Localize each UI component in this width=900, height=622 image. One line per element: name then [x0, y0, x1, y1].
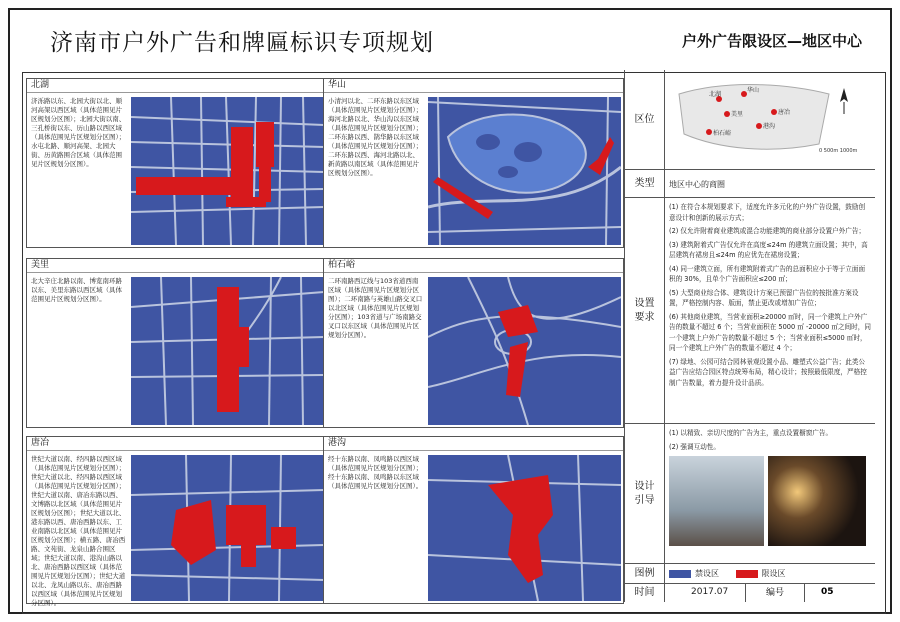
row-footer	[625, 584, 875, 602]
label-location: 区位	[625, 70, 665, 169]
map-beihu	[131, 97, 324, 245]
panel-title: 北湖	[27, 79, 326, 93]
requirement-item: (5) 大型商业综合体、建筑设计方案已预留广告位的按批准方案设置，严格控制内容、版面，禁止更改或增加广告位；	[669, 288, 859, 307]
label-time: 时间	[625, 584, 665, 602]
time-value: 2017.07	[691, 587, 729, 597]
row-location	[625, 70, 875, 170]
row-legend	[625, 564, 875, 584]
requirement-item: (1) 在符合本规划要求下，适度允许多元化的户外广告设置，鼓励创意设计和创新的展示方式；	[669, 203, 866, 222]
row-type	[625, 170, 875, 198]
guide-list	[669, 428, 871, 546]
panel-description: 北大辛庄北路以南、博览南环路以东、美里东路以西区域（具体范围见片区规划分区图）。	[31, 277, 122, 303]
info-table	[624, 70, 874, 602]
place-label: 柏石峪	[713, 130, 732, 137]
requirement-item: (4) 同一建筑立面，所有建筑附着式广告的总面积应小于等于立面面积的 30%，且单个广告面积应≤200 ㎡；	[669, 264, 866, 283]
requirement-item: (3) 建筑附着式广告仅允许在高度≤24m 的建筑立面设置；其中，高层建筑有裙房且≤24m 的应优先在裙房设置；	[669, 240, 868, 259]
legend-label: 限设区	[761, 569, 786, 578]
panel-title: 美里	[27, 259, 326, 273]
row-requirements	[625, 198, 875, 424]
panel-huashan	[323, 78, 624, 248]
panel-description: 小清河以北、二环东路以东区域（具体范围见片区规划分区图）；海河北路以北、华山沟以东区域（具体范围见片区规划分区图）；二环东路以西、鹊华路以东区域（具体范围见片区规划分区图）；二环东路以西、海河北路以北、新黄路以南区域（具体范围见片区规划分区图）。	[328, 97, 423, 177]
panel-description: 经十东路以南、凤鸣路以西区域（具体范围见片区规划分区图）；经十东路以南、凤鸣路以东区域（具体范围见片区规划分区图）。	[328, 455, 423, 490]
place-label: 唐冶	[778, 109, 791, 116]
legend-swatch-red	[736, 570, 758, 578]
header	[10, 10, 890, 68]
north-arrow-icon	[840, 88, 848, 114]
panel-ganggou	[323, 436, 624, 604]
panel-description: 济泺路以东、北园大街以北、顺河高架以西区域（具体范围见片区规划分区图）；北园大街以南、三孔桥街以东、历山路以西区域（具体范围见片区规划分区图）；水屯北路、顺河高架、北园大街、历黄路围合区域（具体范围见片区规划分区图）。	[31, 97, 126, 168]
label-design-guide: 设计引导	[625, 424, 665, 563]
panel-baishiyu	[323, 258, 624, 428]
photo-interior	[768, 456, 866, 546]
guide-item: (2) 强调互动性。	[669, 442, 720, 451]
place-label: 华山	[747, 87, 760, 94]
requirement-item: (7) 绿地、公园可结合园林景观设置小品、雕塑式公益广告；此类公益广告应结合园区特点统筹布局，精心设计；按照最低限度，严格控制广告数量，着力提升设计品质。	[669, 357, 867, 387]
page-subtitle: 户外广告限设区—地区中心	[681, 32, 862, 50]
label-type: 类型	[625, 170, 665, 197]
photo-building	[669, 456, 764, 546]
panel-title: 唐冶	[27, 437, 326, 451]
requirement-item: (6) 其他商业建筑，当营业面积≥20000 ㎡时，同一个建筑上户外广告的数量不超过 6 个；当营业面积在 5000 ㎡ -20000 ㎡之间时，同一个建筑上户外广告的数量不超过 5 个；当营业面积≤5000 ㎡时，同一个建筑上户外广告的数量不超过 4 个；	[669, 312, 871, 352]
panel-description: 世纪大道以南、经四路以西区域（具体范围见片区规划分区图）；世纪大道以北、经四路以西区域（具体范围见片区规划分区图）；世纪大道以南、唐冶东路以西、文博路以北区域（具体范围见片区规划分区图）；世纪大道以北、港东路以西、唐冶西路以东、工业南路以北区域（具体范围见片区规划分区图）；横五路、唐冶西路、文苑街、龙泉山路合围区域；世纪大道以南、港沟山路以北、唐冶西路以西区域（具体范围见片区规划分区图）；世纪大道以北、龙凤山路以东、唐冶西路以西区域（具体范围见片区规划分区图）。	[31, 455, 126, 607]
label-number: 编号	[745, 584, 805, 602]
legend	[669, 568, 869, 579]
place-label: 北湖	[709, 91, 722, 98]
scale-bar: 0 500m 1000m	[819, 148, 858, 154]
map-ganggou	[428, 455, 621, 601]
page-title: 济南市户外广告和牌匾标识专项规划	[50, 30, 434, 56]
number-value: 05	[821, 587, 834, 597]
panel-title: 港沟	[324, 437, 623, 451]
requirements-list	[669, 202, 871, 391]
label-requirements: 设置要求	[625, 198, 665, 423]
type-value: 地区中心的商圈	[669, 180, 725, 189]
place-label: 港沟	[763, 123, 776, 130]
legend-label: 禁设区	[695, 569, 719, 578]
map-huashan	[428, 97, 621, 245]
map-tangye	[131, 455, 324, 601]
row-design-guide	[625, 424, 875, 564]
place-label: 美里	[731, 111, 744, 118]
panel-meili	[26, 258, 327, 428]
panel-description: 二环南路西辽线与103省道西南区域（具体范围见片区规划分区图）；二环南路与英雄山路交叉口以北区域（具体范围见片区规划分区图）；103省道与广场南路交叉口以东区域（具体范围见片区规划分区图）。	[328, 277, 423, 339]
map-meili	[131, 277, 324, 425]
panel-title: 柏石峪	[324, 259, 623, 273]
location-map	[669, 74, 873, 166]
panel-beihu	[26, 78, 327, 248]
panel-title: 华山	[324, 79, 623, 93]
map-baishiyu	[428, 277, 621, 425]
guide-item: (1) 以精致、亲切尺度的广告为主，重点设置橱窗广告。	[669, 429, 833, 437]
label-legend: 图例	[625, 564, 665, 583]
panel-tangye	[26, 436, 327, 607]
requirement-item: (2) 仅允许附着商业建筑或混合功能建筑的商业部分设置户外广告；	[669, 227, 866, 235]
legend-swatch-blue	[669, 570, 691, 578]
